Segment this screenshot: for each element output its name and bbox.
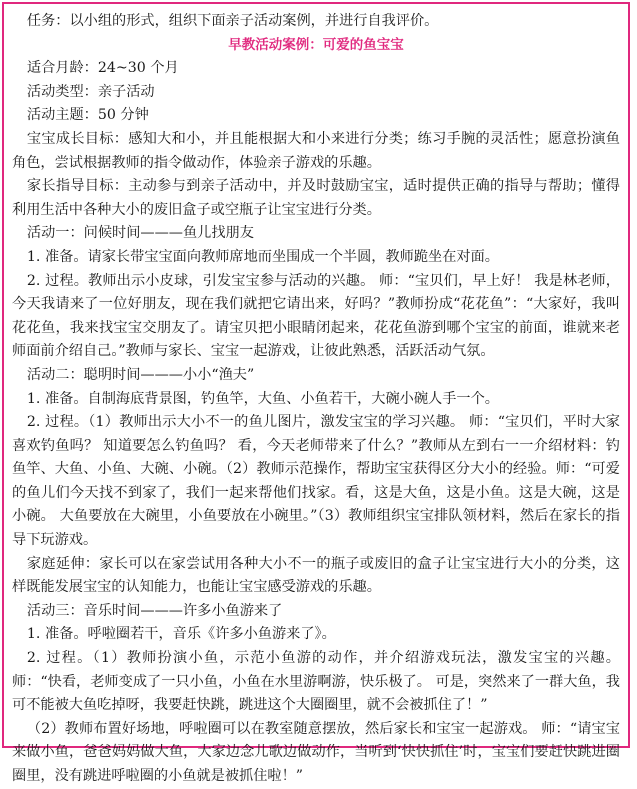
- document-frame: [2, 2, 630, 784]
- goal-baby: 宝宝成长目标：感知大和小，并且能根据大和小来进行分类；练习手腕的灵活性；愿意扮演鱼角色，尝试根据教师的指令做动作，体验亲子游戏的乐趣。: [12, 130, 620, 171]
- goal-parent: 家长指导目标：主动参与到亲子活动中，并及时鼓励宝宝，适时提供正确的指导与帮助；懂得利用生活中各种大小的废旧盒子或空瓶子让宝宝进行分类。: [12, 178, 620, 218]
- case-title: 早教活动案例：可爱的鱼宝宝: [228, 36, 404, 53]
- activity1-prep: 1. 准备。请家长带宝宝面向教师席地而坐围成一个半圆，教师跪坐在对面。: [26, 248, 499, 265]
- activity3-process-1: 2. 过程。（1）教师扮演小鱼，示范小鱼游的动作，并介绍游戏玩法，激发宝宝的兴趣。 师：“快看，老师变成了一只小鱼，小鱼在水里游啊游，快乐极了。 可是，突然来了一群大鱼，我可不能被大鱼吃掉呀，我要赶快跳，跳进这个大圈圈里，就不会被抓住了！”: [12, 650, 620, 714]
- activity2-process: 2. 过程。（1）教师出示大小不一的鱼儿图片，激发宝宝的学习兴趣。 师：“宝贝们，平时大家喜欢钓鱼吗？ 知道要怎么钓鱼吗？ 看，今天老师带来了什么？”教师从左到右一一介绍材料：钓鱼竿、大鱼、小鱼、大碗、小碗。（2）教师示范操作，帮助宝宝获得区分大小的经验。师：“可爱的鱼儿们今天找不到家了，我们一起来帮他们找家。看，这是大鱼，这是小鱼。这是大碗，这是小碗。 大鱼要放在大碗里，小鱼要放在小碗里。”（3）教师组织宝宝排队领材料，然后在家长的指导下玩游戏。: [12, 414, 620, 549]
- info-age: 适合月龄：24~30 个月: [26, 60, 179, 77]
- activity2-heading: 活动二：聪明时间———小小“渔夫”: [26, 366, 255, 383]
- activity3-prep: 1. 准备。呼啦圈若干，音乐《许多小鱼游来了》。: [26, 626, 336, 643]
- family-extension: 家庭延伸：家长可以在家尝试用各种大小不一的瓶子或废旧的盒子让宝宝进行大小的分类，这样既能发展宝宝的认知能力，也能让宝宝感受游戏的乐趣。: [12, 555, 620, 596]
- activity3-heading: 活动三：音乐时间———许多小鱼游来了: [26, 602, 283, 619]
- activity1-process: 2. 过程。教师出示小皮球，引发宝宝参与活动的兴趣。 师：“宝贝们，早上好！ 我是林老师，今天我请来了一位好朋友，现在我们就把它请出来，好吗？”教师扮成“花花鱼”：“大家好，我叫花花鱼，我来找宝宝交朋友了。请宝贝把小眼睛闭起来，花花鱼游到哪个宝宝的前面，谁就来老师面前介绍自己。”教师与家长、宝宝一起游戏，让彼此熟悉，活跃活动气氛。: [12, 272, 620, 360]
- task-text: 任务：以小组的形式，组织下面亲子活动案例，并进行自我评价。: [26, 13, 439, 29]
- activity3-process-2: （2）教师布置好场地，呼啦圈可以在教室随意摆放，然后家长和宝宝一起游戏。 师：“请宝宝来做小鱼，爸爸妈妈做大鱼，大家边念儿歌边做动作，当听到‘快快抓住’时，宝宝们要赶快跳进圈圈里，没有跳进呼啦圈的小鱼就是被抓住啦！”: [12, 720, 620, 784]
- activity1-heading: 活动一：问候时间———鱼儿找朋友: [26, 225, 254, 242]
- activity2-prep: 1. 准备。自制海底背景图，钓鱼竿，大鱼、小鱼若干，大碗小碗人手一个。: [26, 390, 499, 407]
- info-theme: 活动主题：50 分钟: [26, 107, 149, 124]
- info-type: 活动类型：亲子活动: [26, 83, 155, 100]
